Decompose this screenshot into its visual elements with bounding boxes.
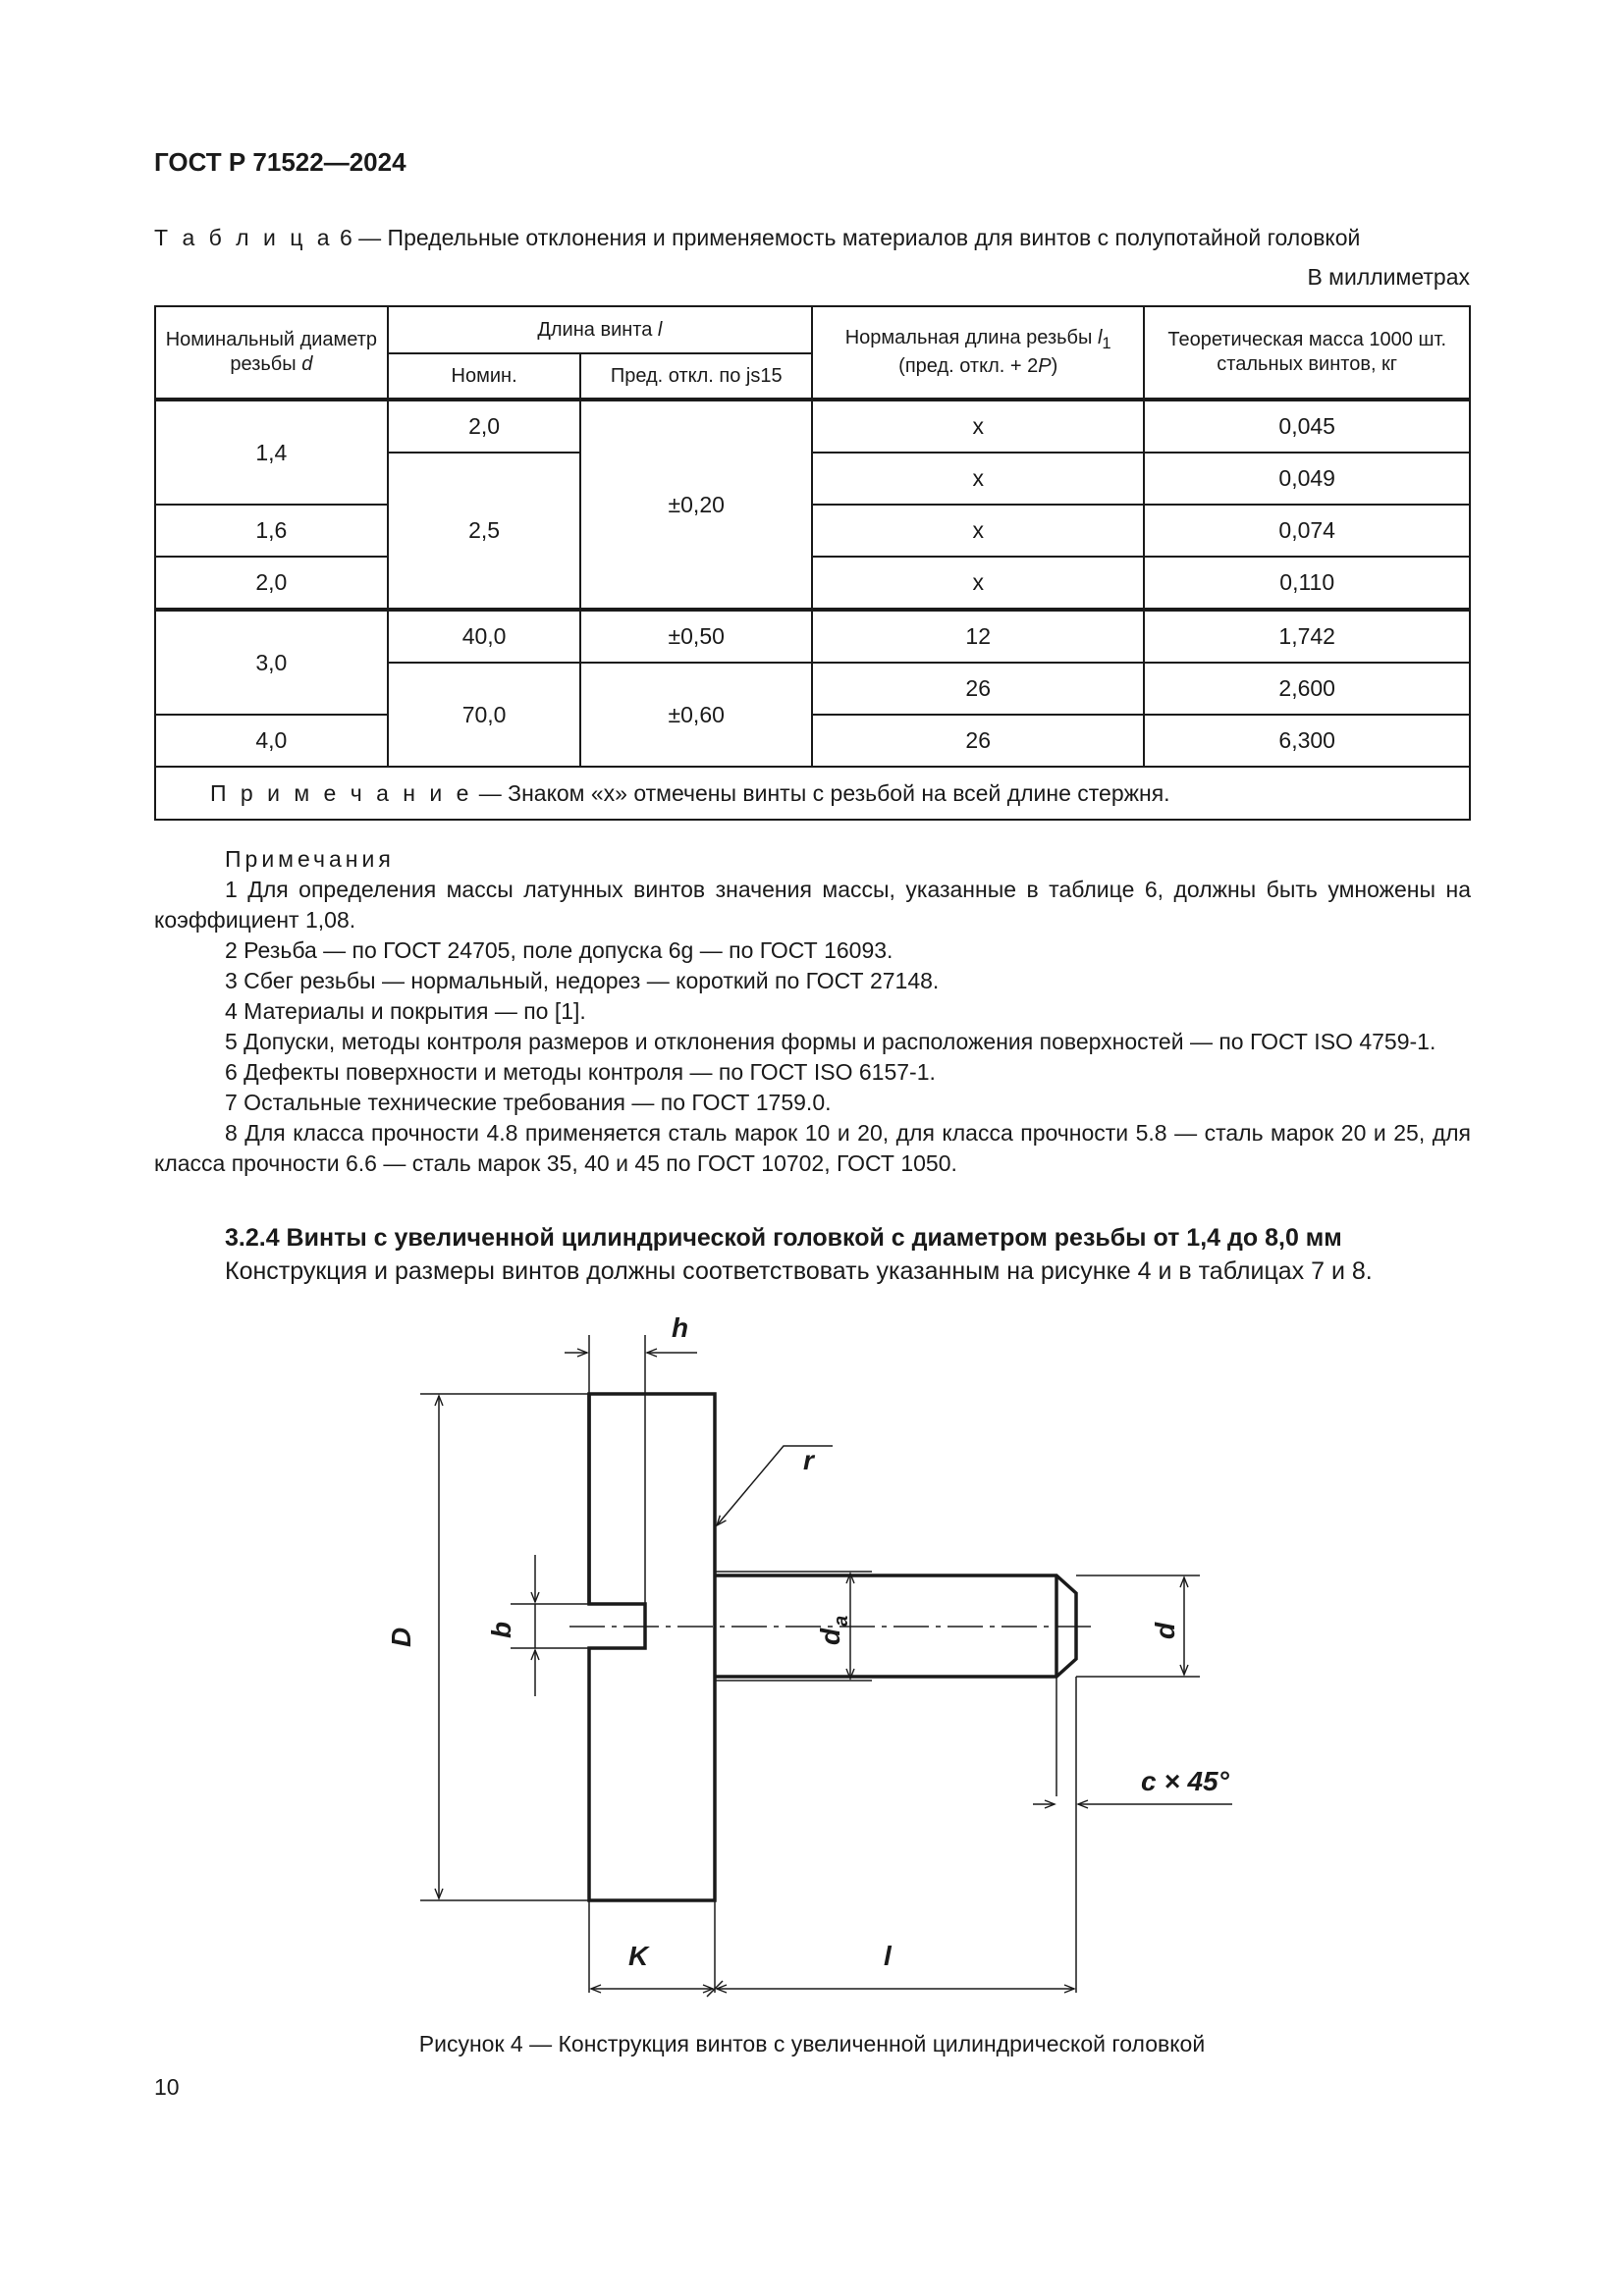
table-caption-text: 6 — Предельные отклонения и применяемость материалов для винтов с полупотайной головкой bbox=[333, 225, 1361, 250]
label-chamfer: c × 45° bbox=[1141, 1766, 1229, 1796]
table-caption bbox=[154, 225, 1360, 251]
section-3-2-4 bbox=[154, 1221, 1471, 1288]
table-row bbox=[155, 505, 1470, 557]
label-da: $d_a$ bbox=[815, 1615, 852, 1645]
label-h: h bbox=[672, 1312, 689, 1343]
cell-mass: 0,110 bbox=[1144, 557, 1470, 610]
cell-thread-length: x bbox=[812, 400, 1144, 453]
spec-table bbox=[154, 305, 1471, 821]
note-item: 6 Дефекты поверхности и методы контроля — по ГОСТ ISO 6157-1. bbox=[225, 1059, 936, 1085]
cell-thread-length: 12 bbox=[812, 610, 1144, 663]
cell-mass: 0,049 bbox=[1144, 453, 1470, 505]
page-number: 10 bbox=[154, 2074, 180, 2100]
label-r: r bbox=[803, 1445, 814, 1475]
table-row bbox=[155, 610, 1470, 663]
header-tolerance: Пред. откл. по js15 bbox=[580, 353, 812, 400]
cell-thread-length: 26 bbox=[812, 663, 1144, 715]
screw-head bbox=[589, 1394, 715, 1900]
table-row bbox=[155, 400, 1470, 453]
cell-diameter: 1,6 bbox=[155, 505, 388, 557]
table-caption-word: Т а б л и ц а bbox=[154, 225, 334, 250]
label-D: D bbox=[386, 1627, 416, 1647]
leader-r bbox=[717, 1446, 833, 1525]
section-text: Конструкция и размеры винтов должны соответствовать указанным на рисунке 4 и в таблицах 7 и 8. bbox=[225, 1257, 1373, 1285]
note-item: 4 Материалы и покрытия — по [1]. bbox=[225, 998, 586, 1024]
notes-title: Примечания bbox=[225, 846, 395, 872]
cell-diameter: 2,0 bbox=[155, 557, 388, 610]
header-nominal: Номин. bbox=[388, 353, 581, 400]
figure-caption: Рисунок 4 — Конструкция винтов с увеличенной цилиндрической головкой bbox=[418, 2031, 1206, 2056]
cell-mass: 0,045 bbox=[1144, 400, 1470, 453]
section-title: 3.2.4 Винты с увеличенной цилиндрической головкой с диаметром резьбы от 1,4 до 8,0 мм bbox=[225, 1224, 1342, 1252]
notes-block bbox=[154, 844, 1471, 1179]
cell-length: 2,0 bbox=[388, 400, 581, 453]
header-screw-length: Длина винта l bbox=[388, 306, 812, 353]
cell-diameter: 4,0 bbox=[155, 715, 388, 767]
cell-thread-length: x bbox=[812, 453, 1144, 505]
note-item: 3 Сбег резьбы — нормальный, недорез — короткий по ГОСТ 27148. bbox=[225, 968, 940, 993]
cell-thread-length: 26 bbox=[812, 715, 1144, 767]
cell-length: 2,5 bbox=[388, 453, 581, 610]
cell-mass: 1,742 bbox=[1144, 610, 1470, 663]
label-d: d bbox=[1150, 1622, 1180, 1639]
note-item: 7 Остальные технические требования — по ГОСТ 1759.0. bbox=[225, 1090, 832, 1115]
screw-drawing bbox=[0, 1306, 1624, 2032]
cell-mass: 2,600 bbox=[1144, 663, 1470, 715]
label-l: l bbox=[884, 1941, 892, 1971]
header-mass: Теоретическая масса 1000 шт. стальных винтов, кг bbox=[1144, 306, 1470, 400]
cell-length: 70,0 bbox=[388, 663, 581, 767]
cell-tolerance: ±0,50 bbox=[580, 610, 812, 663]
table-note-row bbox=[155, 767, 1470, 820]
label-K: K bbox=[628, 1941, 649, 1971]
note-item: 1 Для определения массы латунных винтов значения массы, указанные в таблице 6, должны быть умножены на коэффициент 1,08. bbox=[154, 877, 1471, 933]
header-nominal-diameter: Номинальный диаметр резьбы d bbox=[155, 306, 388, 400]
header-thread-length: Нормальная длина резьбы $l_1$ (пред. откл. + 2P) bbox=[812, 306, 1144, 400]
cell-tolerance: ±0,20 bbox=[580, 400, 812, 610]
table-note: П р и м е ч а н и е — Знаком «х» отмечены винты с резьбой на всей длине стержня. bbox=[155, 767, 1470, 820]
table-row bbox=[155, 557, 1470, 610]
cell-tolerance: ±0,60 bbox=[580, 663, 812, 767]
cell-thread-length: x bbox=[812, 505, 1144, 557]
cell-length: 40,0 bbox=[388, 610, 581, 663]
cell-mass: 6,300 bbox=[1144, 715, 1470, 767]
note-item: 2 Резьба — по ГОСТ 24705, поле допуска 6g — по ГОСТ 16093. bbox=[225, 937, 893, 963]
cell-diameter: 3,0 bbox=[155, 610, 388, 715]
note-item: 5 Допуски, методы контроля размеров и отклонения формы и расположения поверхностей — по ГОСТ ISO 4759-1. bbox=[225, 1029, 1436, 1054]
cell-thread-length: x bbox=[812, 557, 1144, 610]
label-b: b bbox=[486, 1621, 516, 1638]
table-row bbox=[155, 715, 1470, 767]
table-units: В миллиметрах bbox=[1307, 264, 1470, 290]
cell-mass: 0,074 bbox=[1144, 505, 1470, 557]
document-header: ГОСТ Р 71522—2024 bbox=[154, 147, 406, 177]
cell-diameter: 1,4 bbox=[155, 400, 388, 505]
note-item: 8 Для класса прочности 4.8 применяется сталь марок 10 и 20, для класса прочности 5.8 — сталь марок 20 и 25, для класса прочности 6.6 — сталь марок 35, 40 и 45 по ГОСТ 10702, ГОСТ 1050. bbox=[154, 1120, 1471, 1176]
